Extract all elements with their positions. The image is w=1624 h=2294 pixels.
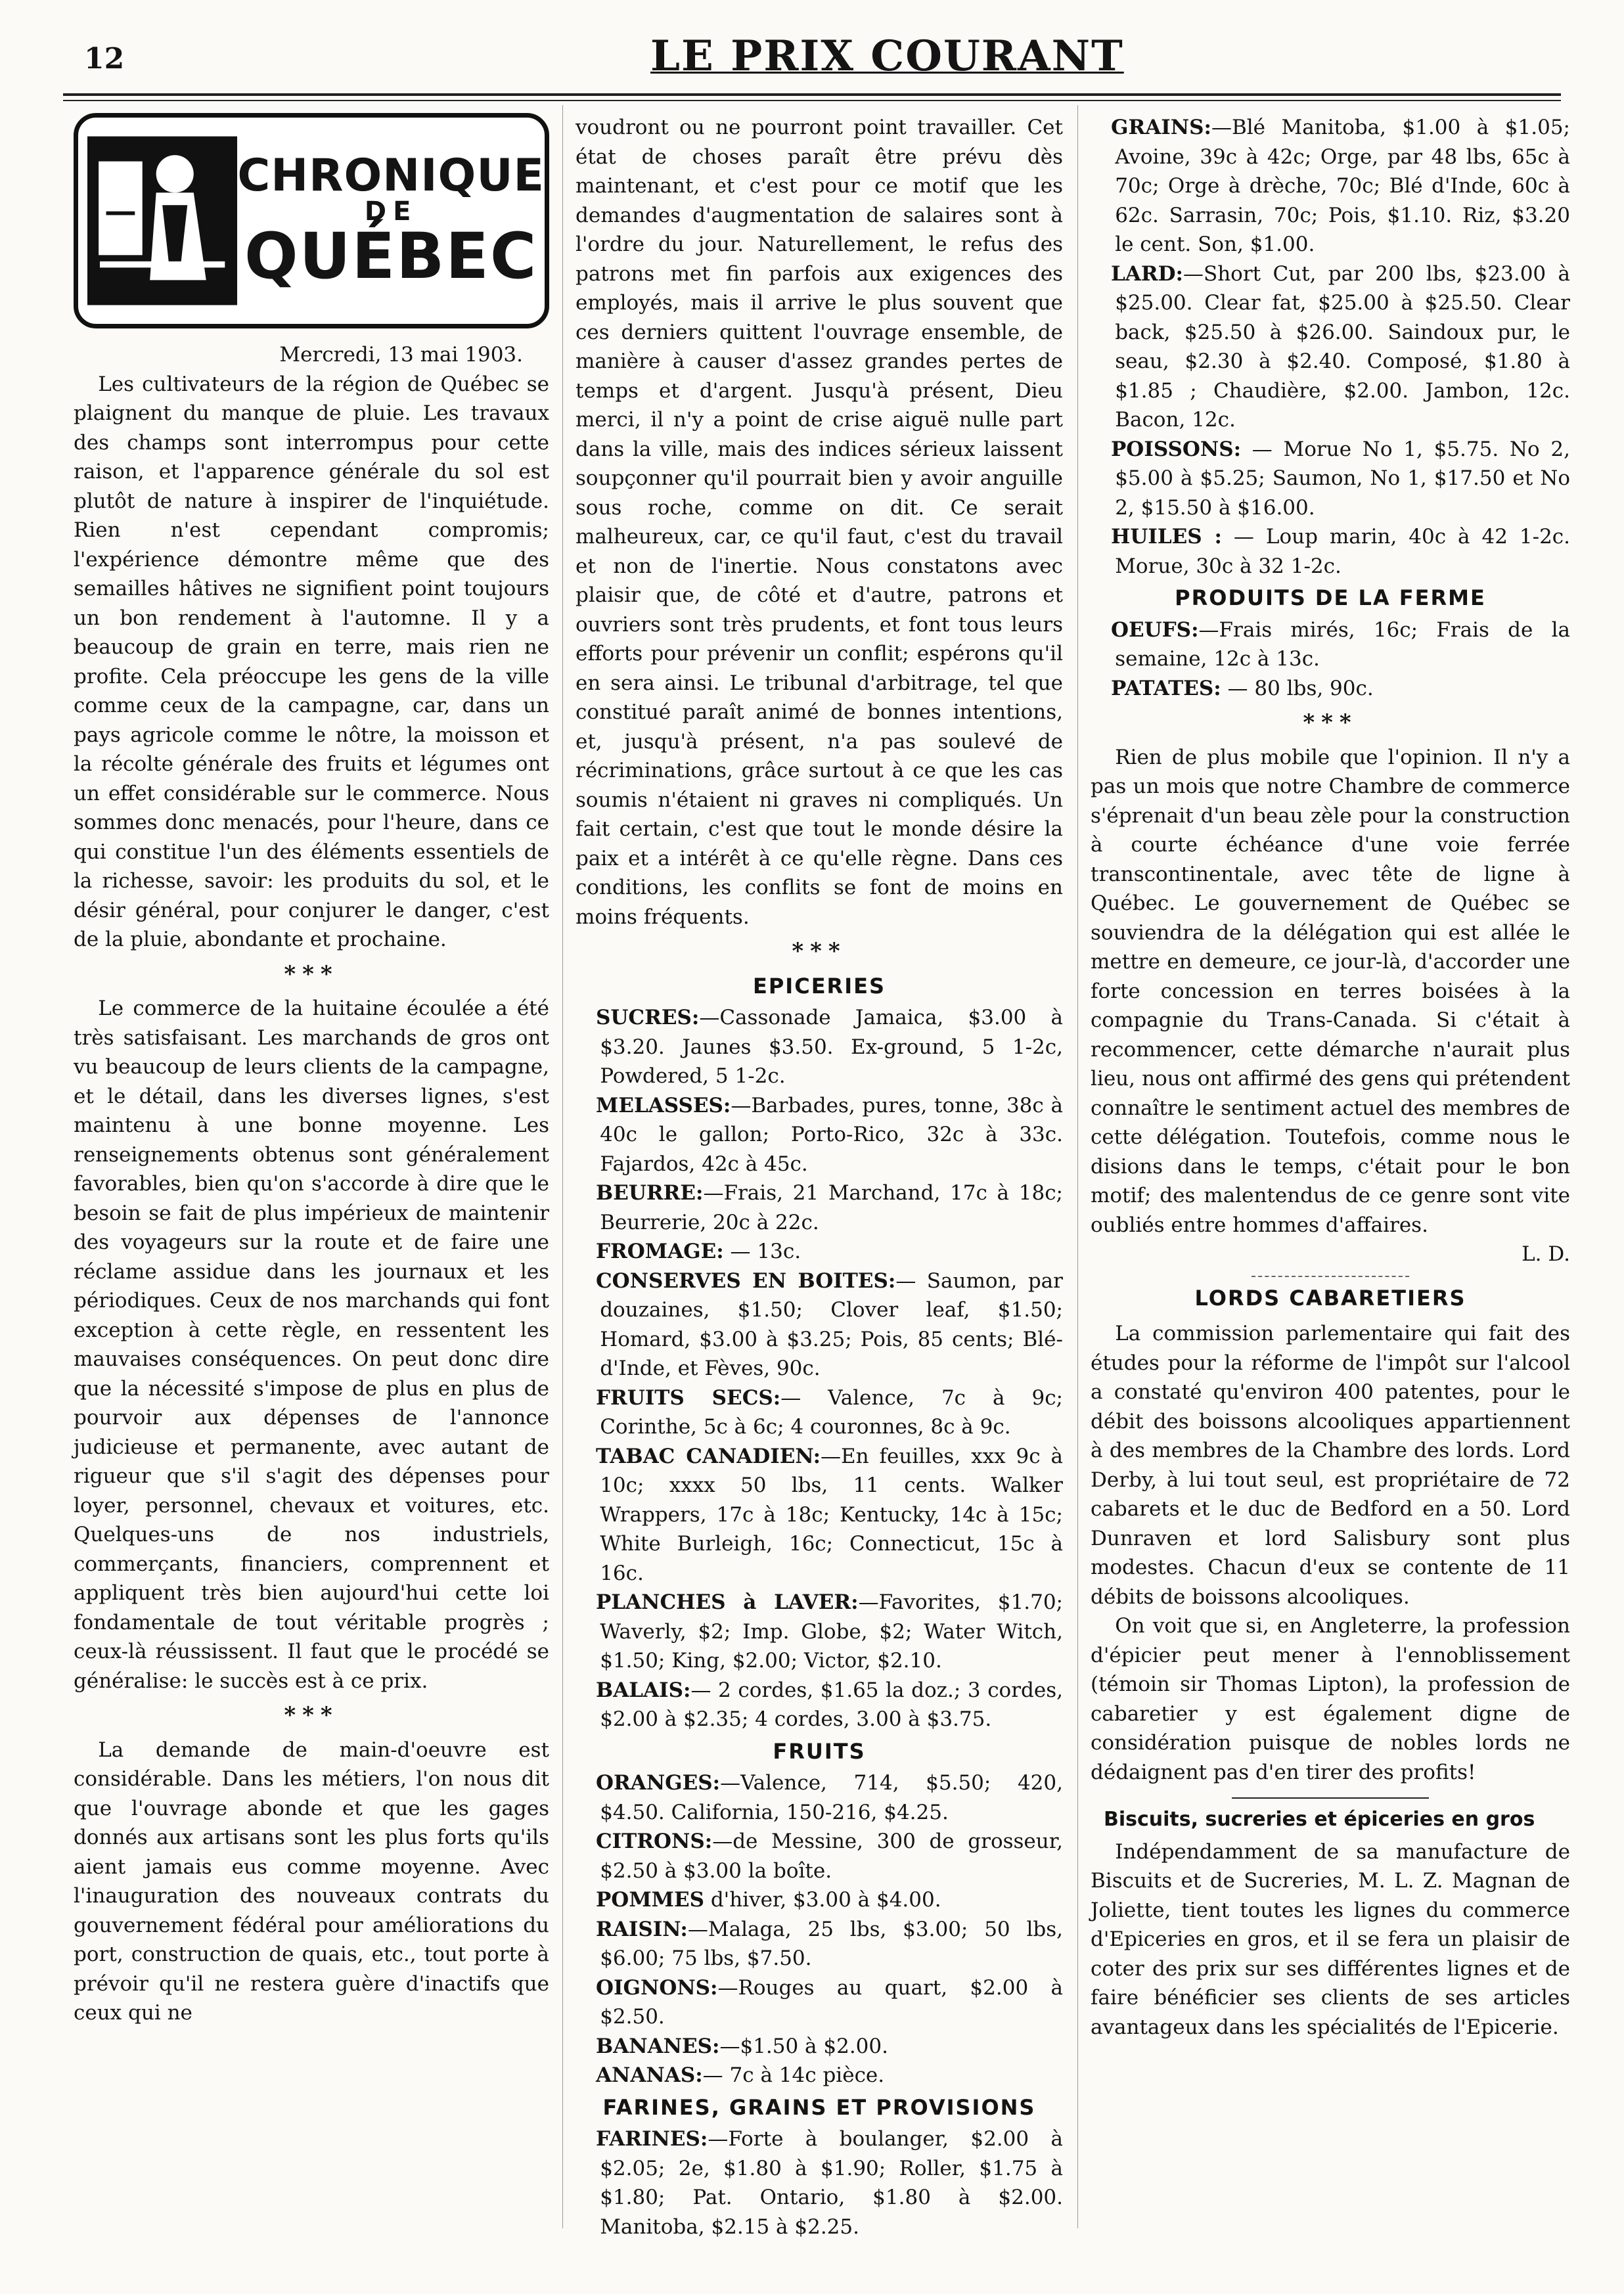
masthead-title: LE PRIX COURANT xyxy=(650,32,1124,81)
price-item-text: d'hiver, $3.00 à $4.00. xyxy=(704,1888,941,1912)
price-item xyxy=(575,2032,1063,2061)
section-heading-lords: LORDS CABARETIERS xyxy=(1194,1285,1466,1311)
section-separator: *** xyxy=(792,938,847,964)
price-item-text: —Valence, 714, $5.50; 420, $4.50. California, 150-216, $4.25. xyxy=(600,1771,1063,1824)
price-item-text: —Rouges au quart, $2.00 à $2.50. xyxy=(600,1975,1063,2029)
price-item-text: — Morue No 1, $5.75. No 2, $5.00 à $5.25; Saumon, No 1, $17.50 et No 2, $15.50 à $16.00. xyxy=(1115,437,1570,520)
section-separator: *** xyxy=(1303,709,1358,736)
chronique-paragraph-1: Les cultivateurs de la région de Québec se plaignent du manque de pluie. Les travaux des champs sont interrompus pour cette raison, et l'apparence générale du sol est plutôt de nature à inspirer de l'inquiétude. Rien n'est cependant compromis; l'expérience démontre même que des semailles hâtives ne signifient point toujours un bon rendement à l'automne. Il y a beaucoup de grain en terre, mais rien ne profite. Cela préoccupe les gens de la ville comme ceux de la campagne, car, dans un pays agricole comme le nôtre, la moisson et la récolte générale des fruits et légumes ont un effet considérable sur le commerce. Nous sommes donc menacés, pour l'heure, dans ce qui constitue l'un des éléments essentiels de la richesse, savoir: les produits du sol, et le désir général, pour conjurer le danger, c'est de la pluie, abondante et prochaine. xyxy=(74,372,549,951)
price-item-text: —$1.50 à $2.00. xyxy=(719,2034,888,2058)
section-heading-ferme: PRODUITS DE LA FERME xyxy=(1175,585,1486,610)
chronique-paragraph-3-continued: voudront ou ne pourront point travailler. Cet état de choses paraît être prévu dès maintenant, et c'est pour ce motif que les demandes d'augmentation de salaires sont à l'ordre du jour. Naturellement, le refus des patrons met fin parfois aux exigences des employés, mais il arrive le plus souvent que ces derniers quittent l'ouvrage ensemble, de manière à causer d'assez grandes pertes de temps et d'argent. Jusqu'à présent, Dieu merci, il n'y a point de crise aiguë nulle part dans la ville, mais des indices sérieux laissent soupçonner qu'il pourrait bien y avoir anguille sous roche, comme on dit. Ce serait malheureux, car, ce qu'il faut, c'est du travail et non de l'inertie. Nous constatons avec plaisir que, de côté et d'autre, patrons et ouvriers sont très prudents, et font tous leurs efforts pour prévenir un conflit; espérons qu'il en sera ainsi. Le tribunal d'arbitrage, tel que constitué paraît animé de bonnes intentions, et, jusqu'à présent, n'a pas soulevé de récriminations, grâce surtout à ce que les cas soumis n'étaient ni graves ni compliqués. Un fait certain, c'est que tout le monde désire la paix et a intérêt à ce qu'elle règne. Dans ces conditions, les conflits se font de moins en moins fréquents. xyxy=(575,116,1063,929)
section-heading-biscuits: Biscuits, sucreries et épiceries en gros xyxy=(1104,1808,1535,1831)
divider xyxy=(1252,1276,1409,1277)
section-heading-fruits: FRUITS xyxy=(773,1738,866,1764)
header-rule-thin xyxy=(63,100,1561,101)
price-item-text: —Frais mirés, 16c; Frais de la semaine, 12c à 13c. xyxy=(1115,618,1570,671)
lords-paragraph-2: On voit que si, en Angleterre, la profession d'épicier peut mener à l'ennoblissement (témoin sir Thomas Lipton), la profession de cabaretier y est également digne de considération puisque de nobles lords ne dédaignent pas d'en tirer des profits! xyxy=(1091,1614,1570,1784)
ferme-list xyxy=(1091,616,1570,704)
price-item xyxy=(575,1091,1063,1179)
price-item-label: HUILES : xyxy=(1111,525,1222,549)
price-item xyxy=(575,1768,1063,1827)
price-item-text: — Saumon, par douzaines, $1.50; Clover leaf, $1.50; Homard, $3.00 à $3.25; Pois, 85 cents; Blé-d'Inde, et Fèves, 90c. xyxy=(600,1269,1063,1380)
price-item-text: —Barbades, pures, tonne, 38c à 40c le gallon; Porto-Rico, 32c à 33c. Fajardos, 42c à 45c. xyxy=(600,1093,1063,1176)
column-1 xyxy=(74,113,549,2028)
chronique-paragraph-3: La demande de main-d'oeuvre est considérable. Dans les métiers, l'on nous dit que l'ouvrage abonde et que les gages donnés aux artisans sont les plus forts qu'ils aient jamais eus comme moyenne. Avec l'inauguration des nouveaux contrats du gouvernement fédéral pour améliorations du port, construction de quais, etc., tout porte à prévoir qu'il ne restera guère d'inactifs que ceux qui ne xyxy=(74,1738,549,2025)
section-separator: *** xyxy=(284,1702,339,1728)
price-item xyxy=(1091,616,1570,674)
price-item-text: —Forte à boulanger, $2.00 à $2.05; 2e, $1.80 à $1.90; Roller, $1.75 à $1.80; Pat. Ontario, $1.80 à $2.00. Manitoba, $2.15 à $2.25. xyxy=(600,2127,1063,2239)
price-item-text: — Loup marin, 40c à 42 1-2c. Morue, 30c à 32 1-2c. xyxy=(1115,525,1571,578)
price-item-text: — 2 cordes, $1.65 la doz.; 3 cordes, $2.00 à $2.35; 4 cordes, 3.00 à $3.75. xyxy=(600,1678,1063,1731)
chronique-logo xyxy=(74,113,549,328)
price-item xyxy=(575,1003,1063,1091)
logo-title-line2: DE xyxy=(364,196,418,227)
price-item xyxy=(575,2061,1063,2090)
section-heading-epiceries: EPICERIES xyxy=(752,973,886,999)
price-item-text: —Short Cut, par 200 lbs, $23.00 à $25.00. Clear fat, $25.00 à $25.50. Clear back, $25.50 à $26.00. Saindoux pur, le seau, $2.30 à $2.40. Composé, $1.80 à $1.85 ; Chaudière, $2.00. Jambon, 12c. Bacon, 12c. xyxy=(1115,261,1570,432)
header-rule xyxy=(63,93,1561,96)
column-divider xyxy=(562,105,563,2228)
price-item-label: CITRONS: xyxy=(596,1830,713,1853)
column-divider xyxy=(1077,105,1078,2228)
section-separator: *** xyxy=(284,960,339,987)
price-item-label: RAISIN: xyxy=(596,1917,688,1941)
price-item-text: — 80 lbs, 90c. xyxy=(1221,676,1374,700)
price-item-text: — 7c à 14c pièce. xyxy=(702,2063,885,2087)
price-item-label: POISSONS: xyxy=(1111,437,1242,461)
price-item-label: LARD: xyxy=(1111,261,1183,286)
price-item-text: —Favorites, $1.70; Waverly, $2; Imp. Globe, $2; Water Witch, $1.50; King, $2.00; Victor, $2.10. xyxy=(600,1590,1063,1673)
price-item-text: — Valence, 7c à 9c; Corinthe, 5c à 6c; 4 couronnes, 8c à 9c. xyxy=(600,1385,1064,1439)
price-item-label: BALAIS: xyxy=(596,1678,691,1702)
biscuits-paragraph: Indépendamment de sa manufacture de Biscuits et de Sucreries, M. L. Z. Magnan de Joliette, tient toutes les lignes du commerce d'Epiceries en gros, et il se fera un plaisir de coter des prix sur ses différentes lignes et de faire bénéficier ses clients de ses articles avantageux dans les spécialités de l'Epicerie. xyxy=(1091,1839,1570,2039)
farines-list xyxy=(575,2125,1063,2241)
fruits-list xyxy=(575,1768,1063,2090)
price-item-label: PLANCHES à LAVER: xyxy=(596,1590,859,1614)
price-item xyxy=(1091,522,1570,581)
price-item-label: OEUFS: xyxy=(1111,618,1199,642)
farines-list-continued xyxy=(1091,113,1570,581)
price-item xyxy=(1091,113,1570,259)
price-item xyxy=(575,1973,1063,2032)
price-item xyxy=(1091,435,1570,523)
price-item xyxy=(1091,259,1570,435)
price-item xyxy=(575,1588,1063,1676)
price-item xyxy=(575,1267,1063,1383)
price-item-text: —Malaga, 25 lbs, $3.00; 50 lbs, $6.00; 75 lbs, $7.50. xyxy=(600,1917,1063,1970)
divider xyxy=(1232,1797,1429,1799)
author-signature: L. D. xyxy=(1522,1242,1570,1266)
price-item-text: —Frais, 21 Marchand, 17c à 18c; Beurrerie, 20c à 22c. xyxy=(600,1181,1063,1234)
price-item xyxy=(575,1442,1063,1588)
price-item-label: TABAC CANADIEN: xyxy=(596,1444,821,1468)
price-item-label: BEURRE: xyxy=(596,1181,704,1205)
price-item xyxy=(575,1237,1063,1267)
price-item-label: SUCRES: xyxy=(596,1006,700,1029)
page-number: 12 xyxy=(84,42,125,76)
price-item xyxy=(575,1915,1063,1973)
price-item xyxy=(575,1383,1063,1442)
price-item-text: —En feuilles, xxx 9c à 10c; xxxx 50 lbs, 11 cents. Walker Wrappers, 17c à 18c; Kentucky, 14c à 15c; White Burleigh, 16c; Connecticut, 15c à 16c. xyxy=(600,1444,1063,1585)
column-3 xyxy=(1091,113,1570,2042)
price-item-label: GRAINS: xyxy=(1111,116,1211,139)
column-2 xyxy=(575,113,1063,2241)
price-item-label: CONSERVES EN BOITES: xyxy=(596,1269,896,1293)
price-item-text: —de Messine, 300 de grosseur, $2.50 à $3.00 la boîte. xyxy=(600,1830,1063,1883)
price-item-label: BANANES: xyxy=(596,2034,720,2058)
price-item-text: — 13c. xyxy=(723,1240,801,1263)
logo-title-line3: QUÉBEC xyxy=(244,219,538,293)
price-item-label: PATATES: xyxy=(1111,676,1221,700)
ferme-paragraph: Rien de plus mobile que l'opinion. Il n'y a pas un mois que notre Chambre de commerce s'éprenait d'un beau zèle pour la construction à courte échéance d'une voie ferrée transcontinentale, avec tête de ligne à Québec. Le gouvernement de Québec se souviendra de la délégation qui est allée le mettre en demeure, ce jour-là, d'accorder une forte concession en terres boisées à la compagnie du Trans-Canada. Si c'était à recommencer, cette démarche n'aurait plus lieu, nous ont affirmé des gens qui prétendent connaître le sentiment actuel des membres de cette délégation. Toutefois, comme nous le disions dans le temps, c'était pour le bon motif; des malentendus de ce genre sont vite oubliés entre hommes d'affaires. xyxy=(1091,745,1570,1237)
price-item-label: ANANAS: xyxy=(596,2063,703,2087)
price-item xyxy=(575,1179,1063,1237)
price-item xyxy=(575,2125,1063,2241)
price-item-label: POMMES xyxy=(596,1888,704,1912)
price-item-text: —Cassonade Jamaica, $3.00 à $3.20. Jaunes $3.50. Ex-ground, 5 1-2c, Powdered, 5 1-2c. xyxy=(600,1006,1063,1088)
price-item-label: FROMAGE: xyxy=(596,1240,724,1263)
price-item xyxy=(575,1676,1063,1734)
article-date: Mercredi, 13 mai 1903. xyxy=(279,343,523,367)
chronique-paragraph-2: Le commerce de la huitaine écoulée a été très satisfaisant. Les marchands de gros ont vu beaucoup de leurs clients de la campagne, et le détail, dans les diverses lignes, s'est maintenu à une bonne moyenne. Les renseignements obtenus sont généralement favorables, bien qu'on s'accorde à dire que le besoin se fait de plus impérieux de maintenir des voyageurs sur la route et de faire une réclame assidue dans les journaux et les périodiques. Ceux de nos marchands qui font exception à cette règle, en ressentent les mauvaises conséquences. On peut donc dire que la nécessité s'impose de plus en plus de pourvoir aux dépenses de l'annonce judicieuse et permanente, avec autant de rigueur que s'il s'agit des dépenses pour loyer, personnel, chevaux et voitures, etc. Quelques-uns de nos industriels, commerçants, financiers, comprennent et appliquent très bien aujourd'hui cette loi fondamentale de tout véritable progrès ; ceux-là réussissent. Il faut que le procédé se généralise: le succès est à ce prix. xyxy=(74,997,549,1693)
logo-title-line1: CHRONIQUE xyxy=(237,150,545,202)
epiceries-list xyxy=(575,1003,1063,1734)
price-item-label: FRUITS SECS: xyxy=(596,1385,781,1410)
price-item-label: OIGNONS: xyxy=(596,1975,718,2000)
price-item-text: —Blé Manitoba, $1.00 à $1.05; Avoine, 39c à 42c; Orge, par 48 lbs, 65c à 70c; Orge à drèche, 70c; Blé d'Inde, 60c à 62c. Sarrasin, 70c; Pois, $1.10. Riz, $3.20 le cent. Son, $1.00. xyxy=(1115,116,1570,256)
price-item-label: FARINES: xyxy=(596,2127,708,2151)
price-item xyxy=(1091,674,1570,704)
lords-paragraph-1: La commission parlementaire qui fait des études pour la réforme de l'impôt sur l'alcool a constaté qu'environ 400 patentes, pour le débit des boissons alcooliques appartiennent à des membres de la Chambre des lords. Lord Derby, à lui tout seul, est propriétaire de 72 cabarets et le duc de Bedford en a 50. Lord Dunraven et lord Salisbury sont plus modestes. Chacun d'eux se contente de 11 débits de boissons alcooliques. xyxy=(1091,1322,1570,1609)
citadel-illustration-icon xyxy=(87,132,237,309)
price-item-label: ORANGES: xyxy=(596,1771,721,1795)
price-item xyxy=(575,1827,1063,1885)
section-heading-farines: FARINES, GRAINS ET PROVISIONS xyxy=(602,2094,1036,2120)
price-item xyxy=(575,1885,1063,1915)
price-item-label: MELASSES: xyxy=(596,1093,731,1117)
